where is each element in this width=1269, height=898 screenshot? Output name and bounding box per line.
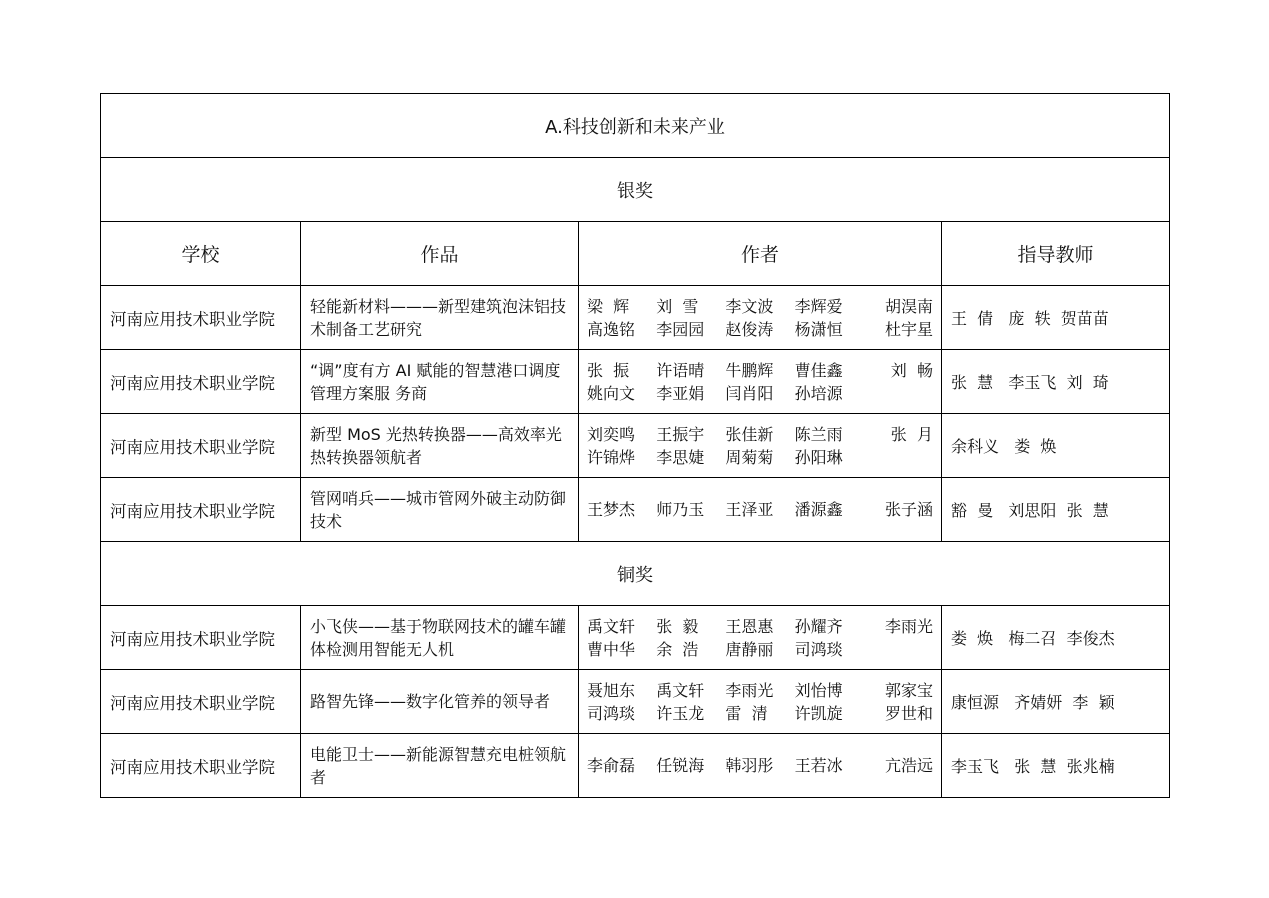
work-title-cell: 电能卫士——新能源智慧充电桩领航者 bbox=[301, 734, 579, 798]
advisors-cell: 王 倩 庞 轶 贺苗苗 bbox=[942, 286, 1170, 350]
award-level-silver: 银奖 bbox=[101, 158, 1170, 222]
author-list bbox=[587, 359, 933, 405]
school-cell: 河南应用技术职业学院 bbox=[101, 350, 301, 414]
author-list bbox=[587, 295, 933, 341]
author-name: 牛鹏辉 bbox=[725, 360, 774, 380]
author-name: 雷 清 bbox=[725, 703, 768, 723]
authors-cell bbox=[579, 414, 942, 478]
authors-cell bbox=[579, 286, 942, 350]
author-name: 曹佳鑫 bbox=[794, 360, 843, 380]
school-cell: 河南应用技术职业学院 bbox=[101, 670, 301, 734]
author-list bbox=[587, 498, 933, 521]
authors-cell bbox=[579, 670, 942, 734]
author-name: 张子涵 bbox=[884, 500, 933, 519]
author-name: 曹中华 bbox=[587, 639, 636, 659]
table-row bbox=[101, 350, 1170, 414]
author-name: 李俞磊 bbox=[587, 756, 636, 775]
author-name: 陈兰雨 bbox=[794, 424, 843, 444]
author-name: 任锐海 bbox=[656, 756, 705, 775]
author-name: 唐静丽 bbox=[725, 639, 774, 659]
author-name: 聂旭东 bbox=[587, 680, 636, 700]
author-name: 梁 辉 bbox=[587, 296, 630, 316]
author-name: 李雨光 bbox=[884, 616, 933, 636]
school-cell: 河南应用技术职业学院 bbox=[101, 286, 301, 350]
author-name: 张佳新 bbox=[725, 424, 774, 444]
author-name: 王若冰 bbox=[794, 756, 843, 775]
work-title-cell: 路智先锋——数字化管养的领导者 bbox=[301, 670, 579, 734]
author-name: 周菊菊 bbox=[725, 447, 774, 467]
author-name: 王泽亚 bbox=[725, 500, 774, 519]
table-row bbox=[101, 286, 1170, 350]
advisors-cell: 康恒源 齐婧妍 李 颖 bbox=[942, 670, 1170, 734]
column-header-advisors: 指导教师 bbox=[942, 222, 1170, 286]
section-title: A.科技创新和未来产业 bbox=[101, 94, 1170, 158]
author-name: 禹文轩 bbox=[587, 616, 636, 636]
work-title-cell: 管网哨兵——城市管网外破主动防御技术 bbox=[301, 478, 579, 542]
author-list bbox=[587, 615, 933, 661]
author-name: 许玉龙 bbox=[656, 703, 705, 723]
advisors-cell: 豁 曼 刘思阳 张 慧 bbox=[942, 478, 1170, 542]
author-list bbox=[587, 679, 933, 725]
author-name: 闫肖阳 bbox=[725, 383, 774, 403]
author-name: 罗世和 bbox=[884, 703, 933, 723]
author-name: 亢浩远 bbox=[884, 756, 933, 775]
column-header-work: 作品 bbox=[301, 222, 579, 286]
table-row bbox=[101, 606, 1170, 670]
author-name: 李亚娟 bbox=[656, 383, 705, 403]
authors-cell bbox=[579, 606, 942, 670]
award-table-body bbox=[101, 94, 1170, 798]
table-row bbox=[101, 414, 1170, 478]
author-name: 许凯旋 bbox=[794, 703, 843, 723]
authors-cell bbox=[579, 734, 942, 798]
advisors-cell: 张 慧 李玉飞 刘 琦 bbox=[942, 350, 1170, 414]
award-level-bronze: 铜奖 bbox=[101, 542, 1170, 606]
author-name: 李辉爱 bbox=[794, 296, 843, 316]
award-table bbox=[100, 93, 1170, 798]
author-name: 韩羽彤 bbox=[725, 756, 774, 775]
author-name: 孙耀齐 bbox=[794, 616, 843, 636]
authors-cell bbox=[579, 350, 942, 414]
author-name: 姚向文 bbox=[587, 383, 636, 403]
column-header-row bbox=[101, 222, 1170, 286]
school-cell: 河南应用技术职业学院 bbox=[101, 414, 301, 478]
advisors-cell: 李玉飞 张 慧 张兆楠 bbox=[942, 734, 1170, 798]
work-title-cell: 轻能新材料———新型建筑泡沫铝技术制备工艺研究 bbox=[301, 286, 579, 350]
award-level-row bbox=[101, 158, 1170, 222]
author-name: 刘 畅 bbox=[890, 360, 933, 380]
column-header-authors: 作者 bbox=[579, 222, 942, 286]
work-title-cell: 新型 MoS 光热转换器——高效率光热转换器领航者 bbox=[301, 414, 579, 478]
work-title-cell: “调”度有方 AI 赋能的智慧港口调度管理方案服 务商 bbox=[301, 350, 579, 414]
table-row bbox=[101, 478, 1170, 542]
author-name: 王振宇 bbox=[656, 424, 705, 444]
author-name: 高逸铭 bbox=[587, 319, 636, 339]
author-name: 李文波 bbox=[725, 296, 774, 316]
author-name: 孙培源 bbox=[794, 383, 843, 403]
author-name: 胡淏南 bbox=[884, 296, 933, 316]
author-name: 禹文轩 bbox=[656, 680, 705, 700]
author-name: 许语晴 bbox=[656, 360, 705, 380]
author-name: 王恩惠 bbox=[725, 616, 774, 636]
author-name: 李雨光 bbox=[725, 680, 774, 700]
column-header-school: 学校 bbox=[101, 222, 301, 286]
author-name: 刘怡博 bbox=[794, 680, 843, 700]
authors-cell bbox=[579, 478, 942, 542]
table-row bbox=[101, 670, 1170, 734]
author-name: 郭家宝 bbox=[884, 680, 933, 700]
author-name: 杜宇星 bbox=[884, 319, 933, 339]
author-name: 许锦烨 bbox=[587, 447, 636, 467]
author-name: 孙阳琳 bbox=[794, 447, 843, 467]
author-name: 李思婕 bbox=[656, 447, 705, 467]
author-name: 赵俊涛 bbox=[725, 319, 774, 339]
advisors-cell: 余科义 娄 焕 bbox=[942, 414, 1170, 478]
author-name: 张 月 bbox=[890, 424, 933, 444]
school-cell: 河南应用技术职业学院 bbox=[101, 734, 301, 798]
author-name: 刘奕鸣 bbox=[587, 424, 636, 444]
table-row bbox=[101, 734, 1170, 798]
author-list bbox=[587, 754, 933, 777]
author-name: 司鸿琰 bbox=[587, 703, 636, 723]
work-title-cell: 小飞侠——基于物联网技术的罐车罐体检测用智能无人机 bbox=[301, 606, 579, 670]
author-name: 李园园 bbox=[656, 319, 705, 339]
author-name: 张 振 bbox=[587, 360, 630, 380]
author-name: 师乃玉 bbox=[656, 500, 705, 519]
author-name: 杨潇恒 bbox=[794, 319, 843, 339]
school-cell: 河南应用技术职业学院 bbox=[101, 606, 301, 670]
author-list bbox=[587, 423, 933, 469]
author-name: 余 浩 bbox=[656, 639, 699, 659]
author-name: 王梦杰 bbox=[587, 500, 636, 519]
section-title-row bbox=[101, 94, 1170, 158]
school-cell: 河南应用技术职业学院 bbox=[101, 478, 301, 542]
award-level-row bbox=[101, 542, 1170, 606]
author-name: 司鸿琰 bbox=[794, 639, 843, 659]
author-name: 潘源鑫 bbox=[794, 500, 843, 519]
advisors-cell: 娄 焕 梅二召 李俊杰 bbox=[942, 606, 1170, 670]
author-name: 刘 雪 bbox=[656, 296, 699, 316]
author-name: 张 毅 bbox=[656, 616, 699, 636]
